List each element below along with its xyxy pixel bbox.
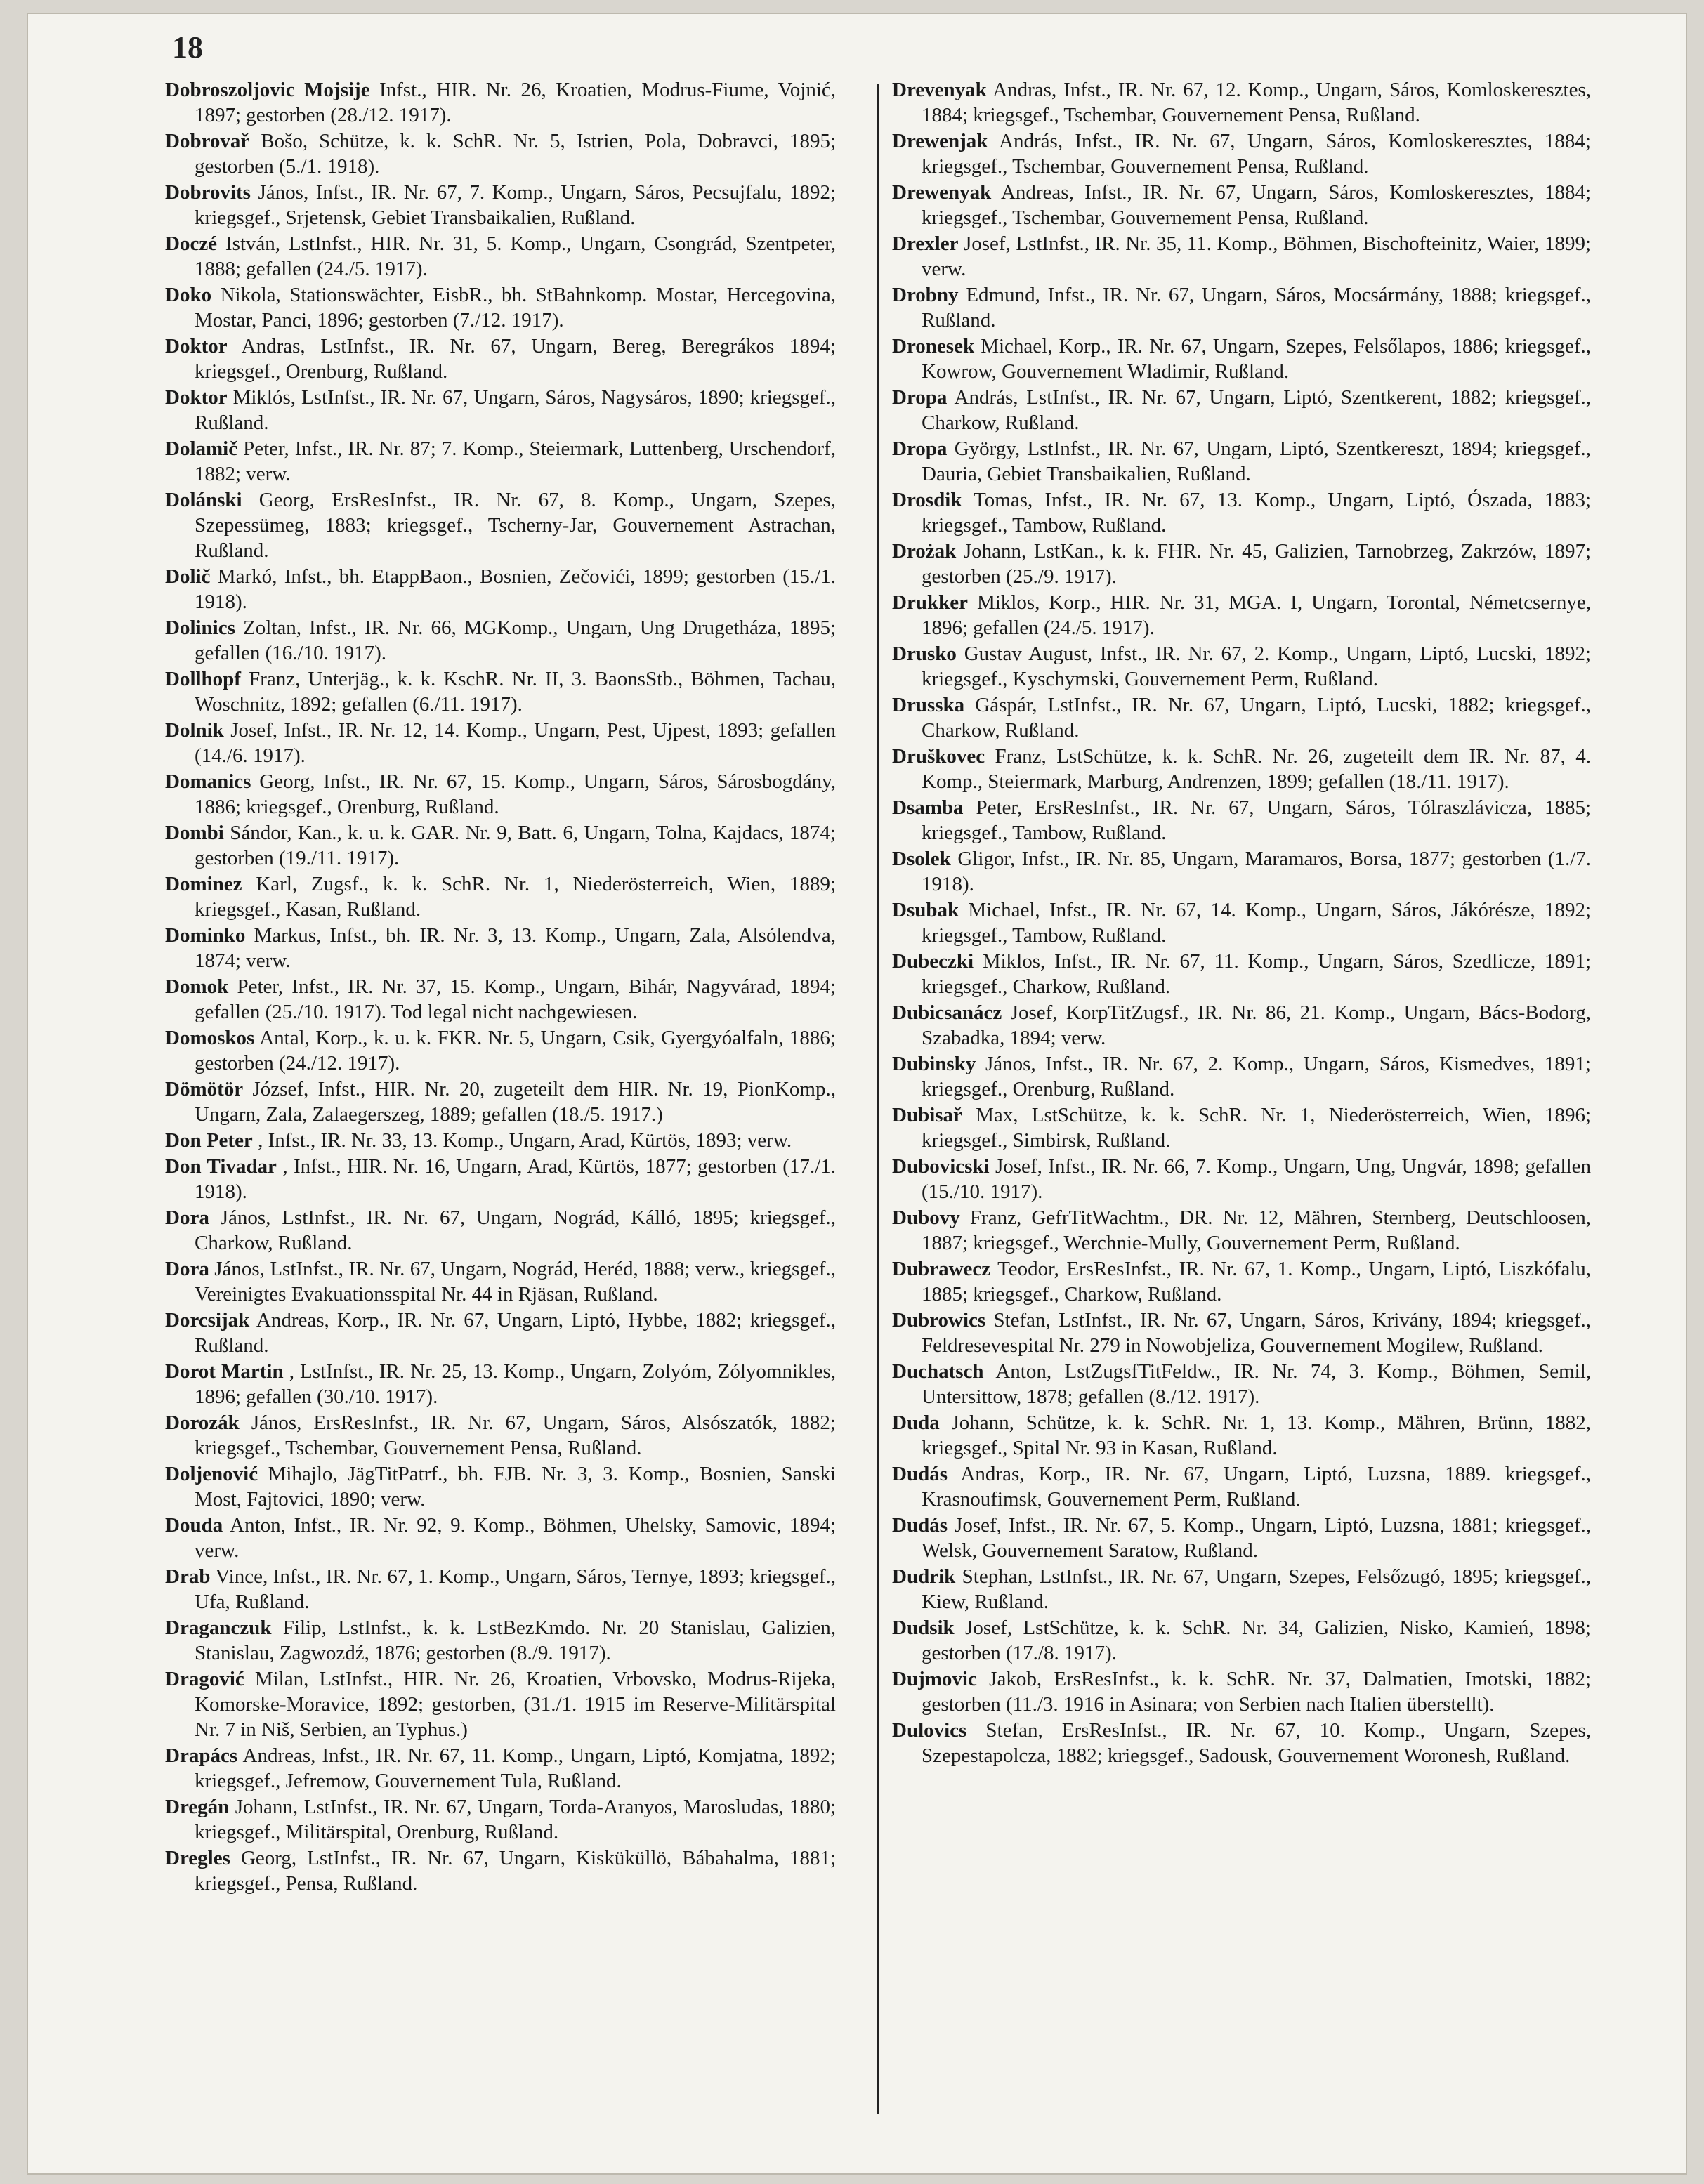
entry-details: Stephan, LstInfst., IR. Nr. 67, Ungarn, Szepes, Felsőzugó, 1895; kriegsgef., Kiew, Rußland. (922, 1565, 1591, 1613)
entry-surname: Drosdik (892, 489, 962, 511)
entry-surname: Dudás (892, 1463, 948, 1485)
entry-details: Stefan, ErsResInfst., IR. Nr. 67, 10. Komp., Ungarn, Szepes, Szepestapolcza, 1882; kriegsgef., Sadousk, Gouvernement Woronesh, Rußland. (922, 1719, 1592, 1767)
entry-surname: Dsolek (892, 848, 951, 870)
entry-details: Milan, LstInfst., HIR. Nr. 26, Kroatien, Vrbovsko, Modrus-Rijeka, Komorske-Moravice, 1892; gestorben, (31./1. 1915 im Reserve-Militärspital Nr. 7 in Niš, Serbien, an Typhus.) (195, 1668, 837, 1741)
entry-details: Markó, Infst., bh. EtappBaon., Bosnien, Zečovići, 1899; gestorben (15./1. 1918). (195, 565, 836, 613)
entry-details: Filip, LstInfst., k. k. LstBezKmdo. Nr. 20 Stanislau, Galizien, Stanislau, Zagwozdź, 1876; gestorben (8./9. 1917). (195, 1617, 836, 1664)
register-entry (165, 923, 836, 973)
register-entry (892, 129, 1591, 179)
entry-details: Markus, Infst., bh. IR. Nr. 3, 13. Komp., Ungarn, Zala, Alsólendva, 1874; verw. (195, 924, 837, 972)
entry-details: Josef, KorpTitZugsf., IR. Nr. 86, 21. Komp., Ungarn, Bács-Bodorg, Szabadka, 1894; verw. (922, 1001, 1591, 1049)
entry-details: Mihajlo, JägTitPatrf., bh. FJB. Nr. 3, 3. Komp., Bosnien, Sanski Most, Fajtovici, 1890; verw. (195, 1463, 836, 1511)
entry-details: Andreas, Infst., IR. Nr. 67, Ungarn, Sáros, Komloskeresztes, 1884; kriegsgef., Tschembar, Gouvernement Pensa, Rußland. (922, 181, 1592, 229)
register-entry (892, 1564, 1591, 1614)
entry-surname: Doczé (165, 232, 218, 255)
entry-details: Andreas, Korp., IR. Nr. 67, Ungarn, Liptó, Hybbe, 1882; kriegsgef., Rußland. (195, 1309, 836, 1357)
entry-details: István, LstInfst., HIR. Nr. 31, 5. Komp., Ungarn, Csongrád, Szentpeter, 1888; gefallen (24./5. 1917). (195, 232, 836, 280)
register-entry (892, 1615, 1591, 1666)
register-entry (165, 385, 836, 435)
entry-details: Teodor, ErsResInfst., IR. Nr. 67, 1. Komp., Ungarn, Liptó, Liszkófalu, 1885; kriegsgef., Charkow, Rußland. (922, 1258, 1591, 1305)
register-entry (165, 1794, 836, 1845)
entry-surname: Draganczuk (165, 1617, 272, 1639)
entry-details: András, Infst., IR. Nr. 67, Ungarn, Sáros, Komloskeresztes, 1884; kriegsgef., Tschembar, Gouvernement Pensa, Rußland. (922, 130, 1591, 178)
entry-details: Miklos, Infst., IR. Nr. 67, 11. Komp., Ungarn, Sáros, Szedlicze, 1891; kriegsgef., Charkow, Rußland. (922, 950, 1592, 998)
register-entry (892, 641, 1591, 692)
register-entry (165, 1461, 836, 1512)
entry-surname: Dolinics (165, 617, 235, 639)
entry-details: Gustav August, Infst., IR. Nr. 67, 2. Komp., Ungarn, Liptó, Lucski, 1892; kriegsgef., Kyschymski, Gouvernement Perm, Rußland. (922, 643, 1591, 690)
register-entry (165, 334, 836, 384)
entry-details: Georg, Infst., IR. Nr. 67, 15. Komp., Ungarn, Sáros, Sárosbogdány, 1886; kriegsgef., Orenburg, Rußland. (195, 770, 837, 818)
entry-details: Karl, Zugsf., k. k. SchR. Nr. 1, Niederösterreich, Wien, 1889; kriegsgef., Kasan, Rußland. (195, 873, 837, 921)
register-entry (892, 846, 1591, 897)
entry-surname: Domoskos (165, 1027, 255, 1049)
entry-surname: Dronesek (892, 335, 975, 357)
entry-details: Miklos, Korp., HIR. Nr. 31, MGA. I, Ungarn, Torontal, Németcsernye, 1896; gefallen (24./5. 1917). (922, 591, 1591, 639)
entry-details: Nikola, Stationswächter, EisbR., bh. StBahnkomp. Mostar, Hercegovina, Mostar, Panci, 1896; gestorben (7./12. 1917). (195, 284, 837, 331)
entry-surname: Dolamič (165, 438, 238, 460)
entry-surname: Duchatsch (892, 1360, 984, 1383)
entry-surname: Dubeczki (892, 950, 974, 973)
entry-details: Michael, Infst., IR. Nr. 67, 14. Komp., Ungarn, Sáros, Jákórésze, 1892; kriegsgef., Tambow, Rußland. (922, 899, 1592, 947)
register-entry (165, 820, 836, 871)
entry-details: Miklós, LstInfst., IR. Nr. 67, Ungarn, Sáros, Nagysáros, 1890; kriegsgef., Rußland. (195, 386, 837, 434)
entry-details: János, Infst., IR. Nr. 67, 7. Komp., Ungarn, Sáros, Pecsujfalu, 1892; kriegsgef., Srjetensk, Gebiet Transbaikalien, Rußland. (195, 181, 837, 229)
entry-surname: Doktor (165, 386, 228, 409)
register-entry (165, 1025, 836, 1076)
entry-details: Peter, Infst., IR. Nr. 37, 15. Komp., Ungarn, Bihár, Nagyvárad, 1894; gefallen (25./10. 1917). Tod legal nicht nachgewiesen. (195, 975, 837, 1023)
entry-surname: Dubovicski (892, 1155, 990, 1178)
register-entry (892, 1718, 1591, 1768)
entry-details: Edmund, Infst., IR. Nr. 67, Ungarn, Sáros, Mocsármány, 1888; kriegsgef., Rußland. (922, 284, 1592, 331)
entry-surname: Dropa (892, 386, 948, 409)
entry-details: , Infst., IR. Nr. 33, 13. Komp., Ungarn, Arad, Kürtös, 1893; verw. (258, 1129, 792, 1152)
entry-details: Josef, Infst., IR. Nr. 12, 14. Komp., Ungarn, Pest, Ujpest, 1893; gefallen (14./6. 1917). (195, 719, 837, 767)
entry-details: Johann, LstInfst., IR. Nr. 67, Ungarn, Torda-Aranyos, Marosludas, 1880; kriegsgef., Militärspital, Orenburg, Rußland. (195, 1796, 837, 1843)
entry-details: , Infst., HIR. Nr. 16, Ungarn, Arad, Kürtös, 1877; gestorben (17./1. 1918). (195, 1155, 836, 1203)
right-column (892, 77, 1591, 1769)
register-entry (165, 436, 836, 487)
register-entry (892, 1666, 1591, 1717)
entry-surname: Drukker (892, 591, 968, 614)
entry-surname: Doko (165, 284, 212, 306)
entry-surname: Dömötör (165, 1078, 244, 1100)
register-entry (892, 744, 1591, 794)
register-entry (165, 1666, 836, 1742)
column-divider (877, 84, 879, 2114)
entry-details: Georg, ErsResInfst., IR. Nr. 67, 8. Komp., Ungarn, Szepes, Szepessümeg, 1883; kriegsgef., Tscherny-Jar, Gouvernement Astrachan, Rußland. (195, 489, 837, 562)
entry-surname: Dobrovař (165, 130, 250, 152)
entry-surname: Drab (165, 1565, 211, 1588)
entry-details: Bošo, Schütze, k. k. SchR. Nr. 5, Istrien, Pola, Dobravci, 1895; gestorben (5./1. 1918). (195, 130, 836, 178)
entry-surname: Duda (892, 1412, 940, 1434)
entry-details: Josef, LstInfst., IR. Nr. 35, 11. Komp., Böhmen, Bischofteinitz, Waier, 1899; verw. (922, 232, 1592, 280)
register-entry (892, 334, 1591, 384)
register-entry (892, 1205, 1591, 1256)
page-number: 18 (172, 30, 203, 65)
entry-surname: Dubovy (892, 1206, 960, 1229)
entry-surname: Dominez (165, 873, 242, 895)
entry-details: Peter, Infst., IR. Nr. 87; 7. Komp., Steiermark, Luttenberg, Urschendorf, 1882; verw. (195, 438, 836, 485)
register-entry (892, 1154, 1591, 1204)
register-entry (165, 77, 836, 128)
entry-details: András, LstInfst., IR. Nr. 67, Ungarn, Liptó, Szentkerent, 1882; kriegsgef., Charkow, Rußland. (922, 386, 1591, 434)
entry-details: , LstInfst., IR. Nr. 25, 13. Komp., Ungarn, Zolyóm, Zólyomnikles, 1896; gefallen (30./10. 1917). (195, 1360, 836, 1408)
entry-details: Franz, GefrTitWachtm., DR. Nr. 12, Mähren, Sternberg, Deutschloosen, 1887; kriegsgef., Werchnie-Mully, Gouvernement Perm, Rußland. (922, 1206, 1591, 1254)
entry-surname: Dudás (892, 1514, 948, 1537)
entry-details: Tomas, Infst., IR. Nr. 67, 13. Komp., Ungarn, Liptó, Ószada, 1883; kriegsgef., Tambow, Rußland. (922, 489, 1592, 537)
register-entry (165, 1615, 836, 1666)
register-entry (165, 1564, 836, 1614)
register-page (28, 14, 1686, 2173)
register-entry (892, 1513, 1591, 1563)
register-entry (892, 1461, 1591, 1512)
entry-details: Infst., HIR. Nr. 26, Kroatien, Modrus-Fiume, Vojnić, 1897; gestorben (28./12. 1917). (195, 79, 837, 126)
register-entry (165, 487, 836, 563)
entry-surname: Drewenjak (892, 130, 988, 152)
entry-surname: Dragović (165, 1668, 244, 1690)
register-entry (892, 1000, 1591, 1051)
entry-surname: Doljenović (165, 1463, 258, 1485)
entry-surname: Dolnik (165, 719, 224, 742)
register-entry (165, 1308, 836, 1358)
entry-surname: Drewenyak (892, 181, 992, 204)
register-entry (165, 871, 836, 922)
register-entry (165, 1154, 836, 1204)
entry-surname: Don Peter (165, 1129, 253, 1152)
entry-surname: Doktor (165, 335, 228, 357)
entry-surname: Dropa (892, 438, 948, 460)
entry-surname: Dsubak (892, 899, 959, 921)
entry-surname: Dujmovic (892, 1668, 977, 1690)
entry-details: Stefan, LstInfst., IR. Nr. 67, Ungarn, Sáros, Krivány, 1894; kriegsgef., Feldresevespital Nr. 279 in Nowobjeliza, Gouvernement Mogilew, Rußland. (922, 1309, 1592, 1357)
entry-surname: Dolič (165, 565, 211, 588)
entry-details: Sándor, Kan., k. u. k. GAR. Nr. 9, Batt. 6, Ungarn, Tolna, Kajdacs, 1874; gestorben (19./11. 1917). (195, 822, 836, 869)
entry-surname: Dorcsijak (165, 1309, 250, 1331)
entry-details: Andras, Korp., IR. Nr. 67, Ungarn, Liptó, Luzsna, 1889. kriegsgef., Krasnoufimsk, Gouvernement Perm, Rußland. (922, 1463, 1591, 1511)
register-entry (892, 692, 1591, 743)
entry-details: György, LstInfst., IR. Nr. 67, Ungarn, Liptó, Szentkereszt, 1894; kriegsgef., Dauria, Gebiet Transbaikalien, Rußland. (922, 438, 1591, 485)
entry-details: János, Infst., IR. Nr. 67, 2. Komp., Ungarn, Sáros, Kismedves, 1891; kriegsgef., Orenburg, Rußland. (922, 1053, 1591, 1100)
entry-surname: Dora (165, 1206, 209, 1229)
entry-surname: Dudsik (892, 1617, 955, 1639)
register-entry (892, 1359, 1591, 1409)
register-entry (892, 77, 1591, 128)
entry-surname: Drapács (165, 1744, 238, 1767)
entry-details: Josef, Infst., IR. Nr. 66, 7. Komp., Ungarn, Ung, Ungvár, 1898; gefallen (15./10. 1917). (922, 1155, 1591, 1203)
entry-surname: Dubrawecz (892, 1258, 991, 1280)
register-entry (165, 180, 836, 230)
entry-surname: Dollhopf (165, 668, 241, 690)
register-entry (165, 1205, 836, 1256)
register-entry (165, 564, 836, 614)
entry-surname: Dorozák (165, 1412, 240, 1434)
entry-details: Anton, LstZugsfTitFeldw., IR. Nr. 74, 3. Komp., Böhmen, Semil, Untersittow, 1878; gefallen (8./12. 1917). (922, 1360, 1591, 1408)
entry-details: Anton, Infst., IR. Nr. 92, 9. Komp., Böhmen, Uhelsky, Samovic, 1894; verw. (195, 1514, 836, 1562)
entry-details: Zoltan, Infst., IR. Nr. 66, MGKomp., Ungarn, Ung Drugetháza, 1895; gefallen (16./10. 1917). (195, 617, 837, 664)
entry-details: János, ErsResInfst., IR. Nr. 67, Ungarn, Sáros, Alsószatók, 1882; kriegsgef., Tschembar, Gouvernement Pensa, Rußland. (195, 1412, 836, 1459)
register-entry (165, 666, 836, 717)
entry-details: Franz, Unterjäg., k. k. KschR. Nr. II, 3. BaonsStb., Böhmen, Tachau, Woschnitz, 1892; gefallen (6./11. 1917). (195, 668, 837, 716)
entry-surname: Drexler (892, 232, 959, 255)
register-entry (892, 1051, 1591, 1102)
entry-surname: Dolánski (165, 489, 242, 511)
entry-surname: Dorot Martin (165, 1360, 284, 1383)
register-entry (892, 385, 1591, 435)
register-entry (892, 1308, 1591, 1358)
entry-details: Josef, Infst., IR. Nr. 67, 5. Komp., Ungarn, Liptó, Luzsna, 1881; kriegsgef., Welsk, Gouvernement Saratow, Rußland. (922, 1514, 1592, 1562)
register-entry (165, 1846, 836, 1896)
entry-details: Johann, LstKan., k. k. FHR. Nr. 45, Galizien, Tarnobrzeg, Zakrzów, 1897; gestorben (25./9. 1917). (922, 540, 1592, 588)
register-entry (892, 897, 1591, 948)
entry-surname: Domanics (165, 770, 251, 793)
entry-surname: Drobny (892, 284, 959, 306)
register-entry (892, 1410, 1591, 1461)
entry-details: Michael, Korp., IR. Nr. 67, Ungarn, Szepes, Felsőlapos, 1886; kriegsgef., Kowrow, Gouvernement Wladimir, Rußland. (922, 335, 1591, 383)
entry-surname: Don Tivadar (165, 1155, 277, 1178)
register-entry (892, 795, 1591, 846)
entry-details: Antal, Korp., k. u. k. FKR. Nr. 5, Ungarn, Csik, Gyergyóalfaln, 1886; gestorben (24./12. 1917). (195, 1027, 836, 1074)
entry-details: Max, LstSchütze, k. k. SchR. Nr. 1, Niederösterreich, Wien, 1896; kriegsgef., Simbirsk, Rußland. (922, 1104, 1592, 1152)
register-entry (892, 1103, 1591, 1153)
register-entry (165, 1128, 836, 1153)
entry-details: József, Infst., HIR. Nr. 20, zugeteilt dem HIR. Nr. 19, PionKomp., Ungarn, Zala, Zalaegerszeg, 1889; gefallen (18./5. 1917.) (195, 1078, 836, 1126)
register-entry (165, 769, 836, 820)
entry-details: Peter, ErsResInfst., IR. Nr. 67, Ungarn, Sáros, Tólraszlávicza, 1885; kriegsgef., Tambow, Rußland. (922, 796, 1592, 844)
entry-details: Jakob, ErsResInfst., k. k. SchR. Nr. 37, Dalmatien, Imotski, 1882; gestorben (11./3. 1916 in Asinara; von Serbien nach Italien überstellt). (922, 1668, 1591, 1716)
register-entry (165, 129, 836, 179)
entry-details: Josef, LstSchütze, k. k. SchR. Nr. 34, Galizien, Nisko, Kamień, 1898; gestorben (17./8. 1917). (922, 1617, 1591, 1664)
entry-details: Andras, Infst., IR. Nr. 67, 12. Komp., Ungarn, Sáros, Komloskeresztes, 1884; kriegsgef., Tschembar, Gouvernement Pensa, Rußland. (922, 79, 1591, 126)
entry-surname: Drusko (892, 643, 957, 665)
entry-details: Georg, LstInfst., IR. Nr. 67, Ungarn, Kisküküllö, Bábahalma, 1881; kriegsgef., Pensa, Rußland. (195, 1847, 836, 1895)
entry-surname: Dregles (165, 1847, 230, 1869)
entry-surname: Dsamba (892, 796, 964, 819)
register-entry (165, 1410, 836, 1461)
entry-surname: Dubisař (892, 1104, 962, 1126)
entry-surname: Dubicsanácz (892, 1001, 1002, 1024)
entry-surname: Dregán (165, 1796, 230, 1818)
register-entry (165, 1256, 836, 1307)
register-entry (165, 282, 836, 333)
entry-surname: Dobroszoljovic Mojsije (165, 79, 370, 101)
entry-details: Andreas, Infst., IR. Nr. 67, 11. Komp., Ungarn, Liptó, Komjatna, 1892; kriegsgef., Jefremow, Gouvernement Tula, Rußland. (195, 1744, 836, 1792)
register-entry (165, 1743, 836, 1794)
left-column (165, 77, 836, 1897)
register-entry (892, 487, 1591, 538)
entry-surname: Drevenyak (892, 79, 987, 101)
entry-details: Franz, LstSchütze, k. k. SchR. Nr. 26, zugeteilt dem IR. Nr. 87, 4. Komp., Steiermark, Marburg, Andrenzen, 1899; gefallen (18./11. 1917). (922, 745, 1591, 793)
register-entry (165, 615, 836, 666)
entry-surname: Druškovec (892, 745, 985, 768)
register-entry (892, 590, 1591, 640)
register-entry (165, 231, 836, 282)
entry-details: Vince, Infst., IR. Nr. 67, 1. Komp., Ungarn, Sáros, Ternye, 1893; kriegsgef., Ufa, Rußland. (195, 1565, 836, 1613)
entry-surname: Dulovics (892, 1719, 967, 1742)
register-entry (892, 539, 1591, 589)
register-entry (165, 974, 836, 1025)
entry-surname: Domok (165, 975, 229, 998)
entry-surname: Drusska (892, 694, 965, 716)
register-entry (892, 180, 1591, 230)
entry-surname: Dombi (165, 822, 224, 844)
entry-surname: Douda (165, 1514, 223, 1537)
entry-surname: Dobrovits (165, 181, 251, 204)
entry-details: Johann, Schütze, k. k. SchR. Nr. 1, 13. Komp., Mähren, Brünn, 1882, kriegsgef., Spital Nr. 93 in Kasan, Rußland. (922, 1412, 1591, 1459)
entry-details: Andras, LstInfst., IR. Nr. 67, Ungarn, Bereg, Beregrákos 1894; kriegsgef., Orenburg, Rußland. (195, 335, 836, 383)
entry-surname: Dominko (165, 924, 246, 947)
register-entry (165, 718, 836, 768)
register-entry (165, 1513, 836, 1563)
register-entry (892, 949, 1591, 999)
register-entry (165, 1359, 836, 1409)
entry-surname: Dudrik (892, 1565, 956, 1588)
entry-details: Gligor, Infst., IR. Nr. 85, Ungarn, Maramaros, Borsa, 1877; gestorben (1./7. 1918). (922, 848, 1592, 895)
register-entry (892, 1256, 1591, 1307)
register-entry (892, 282, 1591, 333)
register-entry (892, 231, 1591, 282)
entry-surname: Drożak (892, 540, 957, 563)
register-entry (892, 436, 1591, 487)
entry-surname: Dora (165, 1258, 209, 1280)
entry-details: János, LstInfst., IR. Nr. 67, Ungarn, Nográd, Kálló, 1895; kriegsgef., Charkow, Rußland. (195, 1206, 836, 1254)
entry-details: Gáspár, LstInfst., IR. Nr. 67, Ungarn, Liptó, Lucski, 1882; kriegsgef., Charkow, Rußland. (922, 694, 1591, 742)
entry-surname: Dubinsky (892, 1053, 976, 1075)
register-entry (165, 1077, 836, 1127)
entry-surname: Dubrowics (892, 1309, 986, 1331)
entry-details: János, LstInfst., IR. Nr. 67, Ungarn, Nográd, Heréd, 1888; verw., kriegsgef., Vereinigtes Evakuationsspital Nr. 44 in Rjäsan, Rußland. (195, 1258, 836, 1305)
